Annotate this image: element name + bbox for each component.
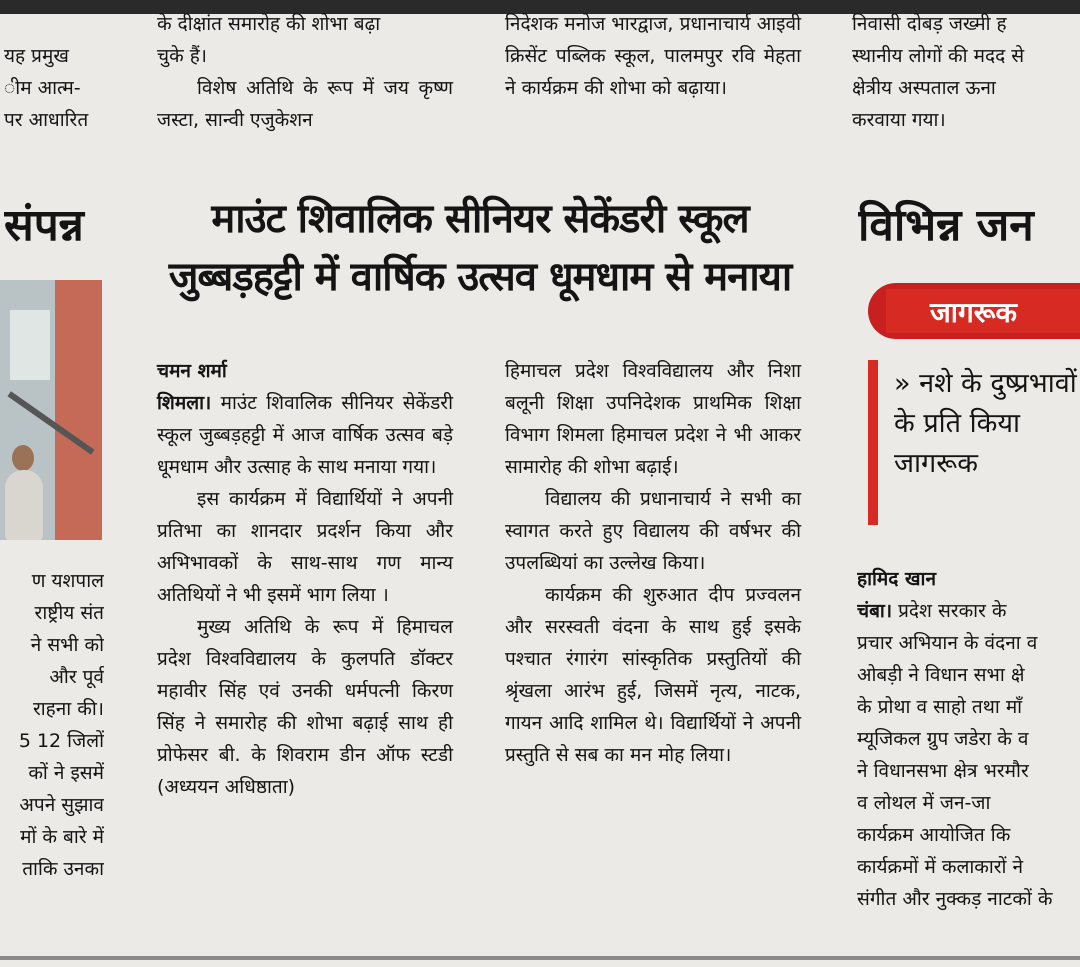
text-line (857, 595, 1080, 627)
top-left-snippet (4, 40, 104, 136)
text-line: चुके हैं। (157, 45, 207, 67)
text-line: अपने सुझाव (19, 794, 104, 816)
text-line: कार्यक्रमों में कलाकारों ने (857, 856, 1024, 878)
text-line: निवासी दोबड़ जख्मी ह (852, 13, 1007, 35)
text-line: और पूर्व (49, 666, 104, 688)
main-article-column-2 (505, 355, 801, 771)
text-line: ने विधानसभा क्षेत्र भरमौर (857, 760, 1029, 782)
top-mid-right-column (505, 8, 801, 104)
right-article-column (857, 563, 1080, 915)
left-headline-fragment: संपन्न (4, 200, 84, 251)
headline-line: माउंट शिवालिक सीनियर सेकेंडरी स्कूल (211, 196, 749, 242)
left-column-text (4, 565, 104, 885)
text-line: ीम आत्म- (4, 77, 81, 99)
text-line: कों ने इसमें (28, 762, 104, 784)
text-line: करवाया गया। (852, 109, 946, 131)
badge-label: जागरूक (930, 296, 1018, 329)
paragraph: विशेष अतिथि के रूप में जय कृष्ण जस्टा, सान्वी एजुकेशन (157, 77, 453, 131)
section-badge (868, 283, 1080, 339)
dateline: शिमला। (157, 392, 212, 414)
main-article-column-1 (157, 355, 453, 803)
paragraph: मुख्य अतिथि के रूप में हिमाचल प्रदेश विश्वविद्यालय के कुलपति डॉक्टर महावीर सिंह एवं उनकी धर्मपत्नी किरण सिंह ने समारोह की शोभा बढ़ाई साथ ही प्रोफेसर बी. के शिवराम डीन ऑफ स्टडी (अध्ययन अधिष्ठाता) (157, 616, 453, 798)
text-line: म्यूजिकल ग्रुप जडेरा के व (857, 728, 1029, 750)
text-line: के दीक्षांत समारोह की शोभा बढ़ा (157, 13, 381, 35)
text-line: राहना की। (32, 698, 104, 720)
text-line: 5 12 जिलों (18, 730, 104, 752)
top-mid-left-column (157, 8, 453, 136)
main-headline (150, 190, 810, 306)
text-line: यह प्रमुख (4, 45, 69, 67)
text-line: पर आधारित (4, 109, 89, 131)
paragraph: हिमाचल प्रदेश विश्वविद्यालय और निशा बलूनी शिक्षा उपनिदेशक प्राथमिक शिक्षा विभाग शिमला हिमाचल प्रदेश ने भी आकर सामारोह की शोभा बढ़ाई। (505, 360, 801, 478)
paragraph: कार्यक्रम की शुरुआत दीप प्रज्वलन और सरस्वती वंदना के साथ हुई इसके पश्चात रंगारंग सांस्कृतिक प्रस्तुतियों की श्रृंखला आरंभ हुई, जिसमें नृत्य, नाटक, गायन आदि शामिल थे। विद्यार्थियों ने अपनी प्रस्तुति से सब का मन मोह लिया। (505, 584, 801, 766)
paragraph: इस कार्यक्रम में विद्यार्थियों ने अपनी प्रतिभा का शानदार प्रदर्शन किया और अभिभावकों के साथ-साथ गण मान्य अतिथियों ने भी इसमें भाग लिया । (157, 488, 453, 606)
text-line: संगीत और नुक्कड़ नाटकों के (857, 888, 1053, 910)
pull-quote (868, 360, 1080, 525)
pull-quote-text: » नशे के दुष्प्रभावों के प्रति किया जागरूक (894, 368, 1077, 479)
text-line: ण यशपाल (31, 570, 104, 592)
text-line: स्थानीय लोगों की मदद से (852, 45, 1025, 67)
bottom-rule (0, 956, 1080, 960)
text-line: ओबड़ी ने विधान सभा क्षे (857, 664, 1025, 686)
text-line: कार्यक्रम आयोजित कि (857, 824, 1011, 846)
text-line: के प्रोथा व साहो तथा माँ (857, 696, 1023, 718)
dateline: चंबा। (857, 600, 893, 622)
text-line: क्षेत्रीय अस्पताल ऊना (852, 77, 996, 99)
right-headline-fragment: विभिन्न जन (858, 200, 1034, 251)
text-line: व लोथल में जन-जा (857, 792, 991, 814)
text-fragment: प्रदेश सरकार के (898, 600, 1007, 622)
paragraph: निदेशक मनोज भारद्वाज, प्रधानाचार्य आइवी क्रिसेंट पब्लिक स्कूल, पालमपुर रवि मेहता ने कार्यक्रम की शोभा को बढ़ाया। (505, 13, 801, 99)
text-line: प्रचार अभियान के वंदना व (857, 632, 1038, 654)
text-line: ने सभी को (30, 634, 104, 656)
paragraph: विद्यालय की प्रधानाचार्य ने सभी का स्वागत करते हुए विद्यालय की वर्षभर की उपलब्धियां का उल्लेख किया। (505, 488, 801, 574)
text-line: राष्ट्रीय संत (34, 602, 104, 624)
text-line: मों के बारे में (20, 826, 104, 848)
article-photo (0, 280, 102, 540)
text-line: ताकि उनका (22, 858, 104, 880)
paragraph-text: माउंट शिवालिक सीनियर सेकेंडरी स्कूल जुब्बड़हट्टी में आज वार्षिक उत्सव बड़े धूमधाम और उत्साह के साथ मनाया गया। (157, 392, 453, 478)
top-right-snippet (852, 8, 1080, 136)
headline-line: जुब्बड़हट्टी में वार्षिक उत्सव धूमधाम से मनाया (168, 254, 792, 300)
byline: हामिद खान (857, 568, 937, 590)
byline: चमन शर्मा (157, 360, 227, 382)
paragraph (157, 387, 453, 483)
